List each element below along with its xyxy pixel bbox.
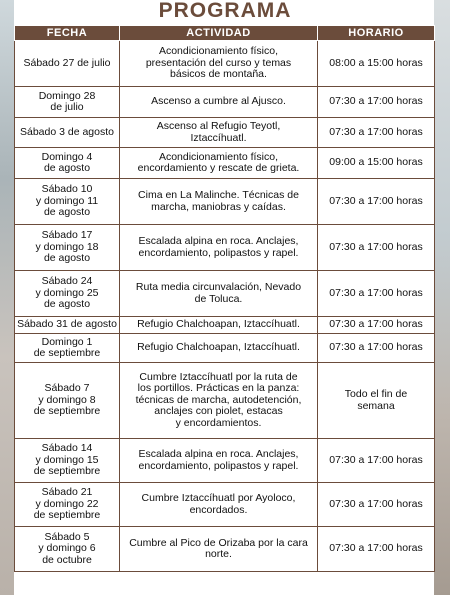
table-row [15, 334, 435, 363]
cell-fecha: Sábado 24 y domingo 25 de agosto [15, 271, 120, 317]
cell-horario: 07:30 a 17:00 horas [318, 317, 435, 334]
table-row [15, 87, 435, 118]
cell-fecha: Sábado 3 de agosto [15, 118, 120, 148]
cell-fecha: Sábado 17 y domingo 18 de agosto [15, 225, 120, 271]
cell-fecha: Domingo 1 de septiembre [15, 334, 120, 363]
cell-horario: 07:30 a 17:00 horas [318, 271, 435, 317]
table-row [15, 179, 435, 225]
cell-fecha: Domingo 28 de julio [15, 87, 120, 118]
page-title: PROGRAMA [158, 0, 292, 22]
table-row [15, 483, 435, 527]
table-row [15, 271, 435, 317]
cell-actividad: Cumbre Iztaccíhuatl por Ayoloco, encordados. [120, 483, 318, 527]
header-fecha: FECHA [15, 26, 120, 41]
header-horario: HORARIO [318, 26, 435, 41]
cell-actividad: Cumbre Iztaccíhuatl por la ruta de los portillos. Prácticas en la panza: técnicas de marcha, autodetención, anclajes con piolet, estacas y encordamientos. [120, 363, 318, 439]
header-actividad: ACTIVIDAD [120, 26, 318, 41]
cell-horario: 08:00 a 15:00 horas [318, 41, 435, 87]
cell-actividad: Escalada alpina en roca. Anclajes, encordamiento, polipastos y rapel. [120, 439, 318, 483]
cell-actividad: Refugio Chalchoapan, Iztaccíhuatl. [120, 334, 318, 363]
table-row [15, 225, 435, 271]
cell-horario: 09:00 a 15:00 horas [318, 148, 435, 179]
table-row [15, 41, 435, 87]
program-table [14, 25, 435, 572]
cell-horario: 07:30 a 17:00 horas [318, 225, 435, 271]
cell-actividad: Escalada alpina en roca. Anclajes, encordamiento, polipastos y rapel. [120, 225, 318, 271]
cell-horario: 07:30 a 17:00 horas [318, 334, 435, 363]
cell-fecha: Sábado 10 y domingo 11 de agosto [15, 179, 120, 225]
cell-fecha: Sábado 21 y domingo 22 de septiembre [15, 483, 120, 527]
table-row [15, 317, 435, 334]
cell-fecha: Sábado 27 de julio [15, 41, 120, 87]
cell-fecha: Sábado 14 y domingo 15 de septiembre [15, 439, 120, 483]
table-row [15, 118, 435, 148]
table-header-row [15, 26, 435, 41]
cell-actividad: Ascenso al Refugio Teyotl, Iztaccíhuatl. [120, 118, 318, 148]
cell-horario: 07:30 a 17:00 horas [318, 527, 435, 572]
table-row [15, 363, 435, 439]
table-row [15, 148, 435, 179]
table-row [15, 527, 435, 572]
cell-actividad: Ruta media circunvalación, Nevado de Toluca. [120, 271, 318, 317]
background-mountain-right [434, 0, 450, 595]
cell-actividad: Acondicionamiento físico, encordamiento y rescate de grieta. [120, 148, 318, 179]
cell-horario: Todo el fin de semana [318, 363, 435, 439]
table-row [15, 439, 435, 483]
cell-actividad: Acondicionamiento físico, presentación del curso y temas básicos de montaña. [120, 41, 318, 87]
cell-horario: 07:30 a 17:00 horas [318, 483, 435, 527]
cell-actividad: Ascenso a cumbre al Ajusco. [120, 87, 318, 118]
cell-fecha: Sábado 5 y domingo 6 de octubre [15, 527, 120, 572]
cell-fecha: Domingo 4 de agosto [15, 148, 120, 179]
cell-fecha: Sábado 31 de agosto [15, 317, 120, 334]
cell-horario: 07:30 a 17:00 horas [318, 87, 435, 118]
cell-fecha: Sábado 7 y domingo 8 de septiembre [15, 363, 120, 439]
cell-horario: 07:30 a 17:00 horas [318, 179, 435, 225]
background-mountain-left [0, 0, 14, 595]
cell-horario: 07:30 a 17:00 horas [318, 439, 435, 483]
cell-actividad: Cima en La Malinche. Técnicas de marcha, maniobras y caídas. [120, 179, 318, 225]
cell-actividad: Refugio Chalchoapan, Iztaccíhuatl. [120, 317, 318, 334]
cell-actividad: Cumbre al Pico de Orizaba por la cara norte. [120, 527, 318, 572]
cell-horario: 07:30 a 17:00 horas [318, 118, 435, 148]
